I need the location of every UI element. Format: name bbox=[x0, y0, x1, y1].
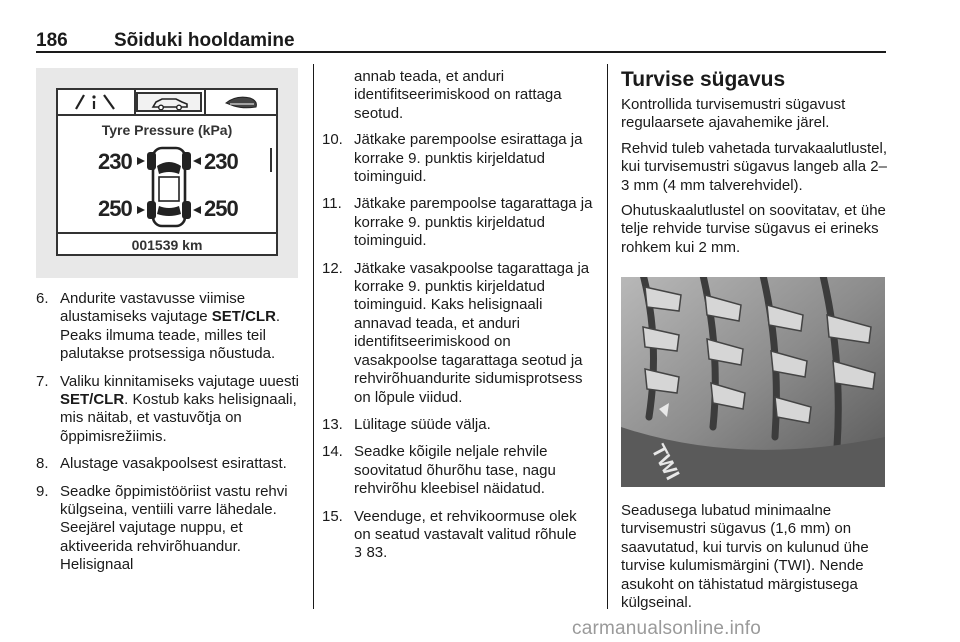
tread-depth-section bbox=[621, 68, 887, 264]
column-divider-left bbox=[313, 64, 314, 609]
list-item: 8. Alustage vasakpoolsest esirattast. bbox=[36, 455, 287, 473]
chapter-title: Sõiduki hooldamine bbox=[114, 30, 295, 51]
display-title: Tyre Pressure (kPa) bbox=[101, 122, 233, 138]
page-reference-arrow: 3 bbox=[354, 546, 363, 562]
page-reference-link[interactable]: 83. bbox=[366, 544, 388, 562]
list-item: 14. Seadke kõigile neljale rehvile soovitatud õhurõhu tase, nagu rehvirõhu kleebisel näidatud. bbox=[322, 443, 556, 498]
tyre-tread-figure bbox=[621, 277, 885, 487]
car-icon bbox=[150, 95, 190, 116]
paragraph: Seadusega lubatud minimaalne turvisemustri sügavus (1,6 mm) on saavutatud, kui turvis on kulunud ühe turvise kulumismärgini (TWI). Nende asukoht on tähistatud märgistusega külgseinal. bbox=[621, 502, 869, 612]
pressure-rear-left: 250 bbox=[98, 196, 132, 221]
driver-info-display bbox=[56, 88, 278, 256]
pressure-front-right: 230 bbox=[204, 149, 238, 174]
car-tab bbox=[136, 92, 202, 112]
list-item: 12. Jätkake vasakpoolse tagarattaga ja korrake 9. punktis kirjeldatud toiminguid. Kaks helisignaali annavad teada, et anduri identifitseerimiskood on vasakpoolse tagarattaga seotud ja rehvirõhuandurite sidumisprotsess on lõpule viidud. bbox=[322, 259, 590, 406]
list-item: 13. Lülitage süüde välja. bbox=[322, 415, 491, 433]
steps-list-col2 bbox=[322, 68, 594, 573]
column-divider-right bbox=[607, 64, 608, 609]
page-number: 186 bbox=[36, 30, 68, 51]
pressure-front-left: 230 bbox=[98, 149, 132, 174]
page-header bbox=[36, 30, 886, 52]
watermark: carmanualsonline.info bbox=[572, 618, 762, 639]
paragraph: Kontrollida turvisemustri sügavust regulaarsete ajavahemike järel. bbox=[621, 96, 846, 132]
section-title: Turvise sügavus bbox=[621, 68, 786, 91]
odometer-reading: 001539 km bbox=[58, 232, 276, 256]
list-item: 15. Veenduge, et rehvikoormuse olek on seatud vastavalt valitud rõhule 3 83. bbox=[322, 507, 577, 562]
warning-info-icon bbox=[74, 93, 118, 116]
paragraph: Ohutuskaalutlustel on soovitatav, et ühe telje rehvide turvise sügavus ei erineks rohkem kui 2 mm. bbox=[621, 202, 886, 256]
display-tab-bar bbox=[58, 90, 276, 116]
eco-leaf-icon bbox=[224, 95, 260, 116]
paragraph: Rehvid tuleb vahetada turvakaalutlustel, kui turvisemustri sügavus langeb alla 2–3 mm (4 mm talverehvidel). bbox=[621, 139, 888, 194]
car-topview-icon bbox=[135, 144, 203, 235]
tpms-display-figure bbox=[36, 68, 298, 278]
list-item: 6. Andurite vastavusse viimise alustamiseks vajutage SET/CLR. Peaks ilmuma teade, milles teil palutakse protsessiga nõustuda. bbox=[36, 290, 281, 363]
list-item: 10. Jätkake parempoolse esirattaga ja korrake 9. punktis kirjeldatud toiminguid. bbox=[322, 131, 583, 186]
list-item: 9. Seadke õppimistööriist vastu rehvi külgseina, ventiili varre lähedale. Seejärel vajutage nuppu, et aktiveerida rehvirõhuandur. Helisignaal bbox=[36, 482, 288, 574]
header-divider bbox=[36, 51, 886, 53]
steps-list-col1 bbox=[36, 290, 304, 584]
pressure-rear-right: 250 bbox=[204, 196, 238, 221]
list-item: 7. Valiku kinnitamiseks vajutage uuesti SET/CLR. Kostub kaks helisignaali, mis näitab, et vastuvõtja on õppimisrežiimis. bbox=[36, 372, 300, 445]
list-item: 11. Jätkake parempoolse tagarattaga ja korrake 9. punktis kirjeldatud toiminguid. bbox=[322, 195, 593, 250]
twi-marking: TWI bbox=[646, 441, 684, 484]
display-scroll-indicator bbox=[270, 148, 272, 172]
list-item-continuation: annab teada, et anduri identifitseerimiskood on rattaga seotud. bbox=[354, 68, 562, 122]
